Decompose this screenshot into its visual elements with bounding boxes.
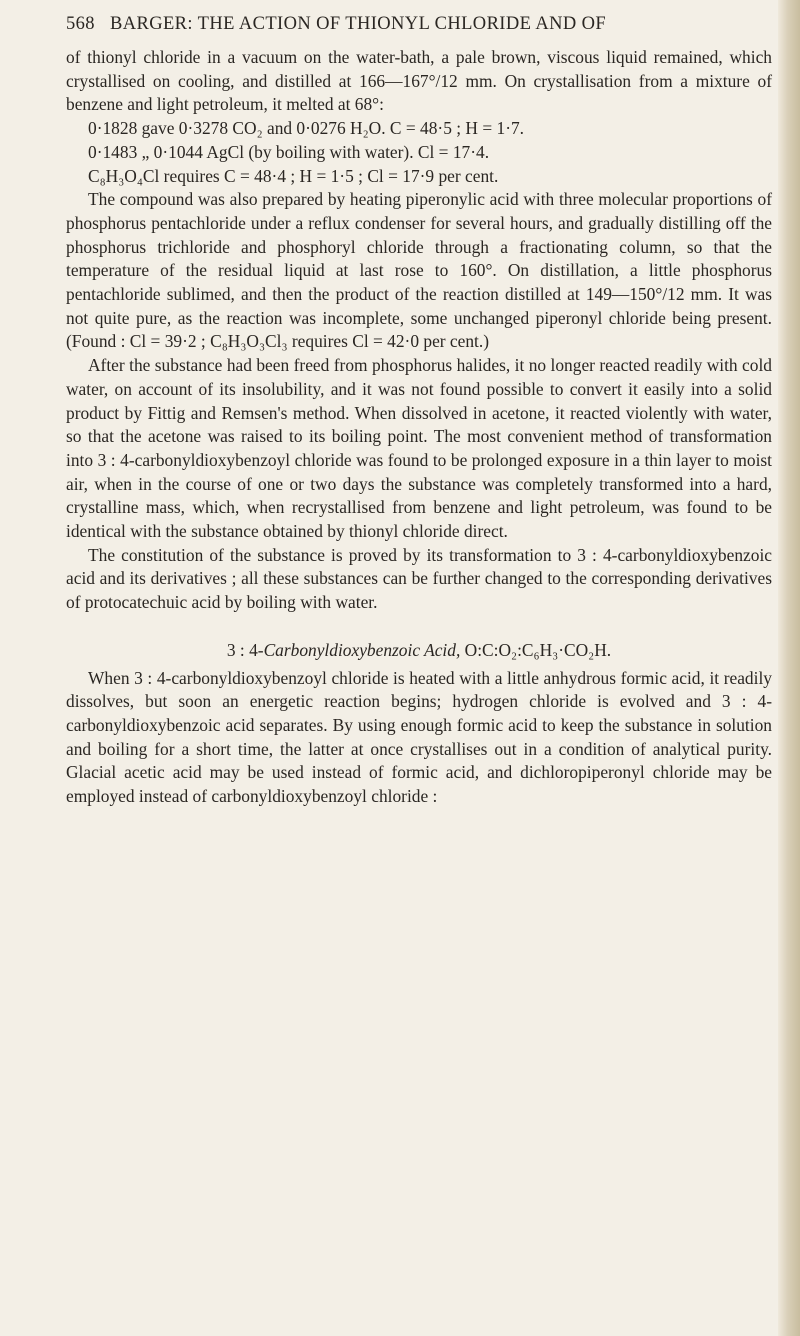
running-header: [66, 14, 772, 46]
paragraph-2: The compound was also prepared by heating piperonylic acid with three molecular proportions of phosphorus pentachloride under a reflux condenser for several hours, and gradually distilling off the phosphorus trichloride and phosphoryl chloride through a fractionating column, so that the temperature of the residual liquid at last rose to 160°. On distillation, a little phosphorus pentachloride sublimed, and then the product of the reaction distilled at 149—150°/12 mm. It was not quite pure, as the reaction was incomplete, some unchanged piperonyl chloride being present. (Found : Cl = 39·2 ; C₈H₃O₃Cl₃ requires Cl = 42·0 per cent.): [66, 189, 772, 352]
analysis-line-2: 0·1483 „ 0·1044 AgCl (by boiling with water). Cl = 17·4.: [88, 141, 490, 162]
analysis-line-3: C₈H₃O₄Cl requires C = 48·4 ; H = 1·5 ; Cl = 17·9 per cent.: [88, 165, 499, 186]
heading-prefix: 3 : 4-: [226, 639, 264, 660]
page-number: 568: [66, 14, 95, 34]
analysis-line-1: 0·1828 gave 0·3278 CO₂ and 0·0276 H₂O. C = 48·5 ; H = 1·7.: [88, 118, 525, 139]
paragraph-3: After the substance had been freed from phosphorus halides, it no longer reacted readily with cold water, on account of its insolubility, and it was not found possible to convert it easily into a solid product by Fittig and Remsen's method. When dissolved in acetone, it reacted violently with water, so that the acetone was raised to its boiling point. The most convenient method of transformation into 3 : 4-carbonyldioxybenzoyl chloride was found to be prolonged exposure in a thin layer to moist air, when in the course of one or two days the substance was completely transformed into a hard, crystalline mass, which, when recrystallised from benzene and light petroleum, was found to be identical with the substance obtained by thionyl chloride direct.: [66, 355, 772, 542]
document-page: [66, 14, 772, 809]
running-title: BARGER: THE ACTION OF THIONYL CHLORIDE AND OF: [109, 14, 607, 34]
paragraph-5: When 3 : 4-carbonyldioxybenzoyl chloride is heated with a little anhydrous formic acid, it readily dissolves, but soon an energetic reaction begins; hydrogen chloride is evolved and 3 : 4-carbonyldioxybenzoic acid separates. By using enough formic acid to keep the substance in solution and boiling for a short time, the latter at once crystallises out in a condition of analytical purity. Glacial acetic acid may be used instead of formic acid, and dichloropiperonyl chloride may be employed instead of carbonyldioxybenzoyl chloride :: [66, 667, 772, 807]
paragraph-4: The constitution of the substance is proved by its transformation to 3 : 4-carbonyldioxybenzoic acid and its derivatives ; all these substances can be further changed to the corresponding derivatives of protocatechuic acid by boiling with water.: [66, 544, 772, 613]
paragraph-1: of thionyl chloride in a vacuum on the water-bath, a pale brown, viscous liquid remained, which crystallised on cooling, and distilled at 166—167°/12 mm. On crystallisation from a mixture of benzene and light petroleum, it melted at 68°:: [66, 47, 772, 115]
page-edge: [778, 0, 800, 1336]
section-heading: [66, 639, 772, 663]
heading-compound-name: Carbonyldioxybenzoic Acid,: [263, 639, 461, 660]
heading-formula: O:C:O₂:C₆H₃·CO₂H.: [464, 639, 612, 660]
